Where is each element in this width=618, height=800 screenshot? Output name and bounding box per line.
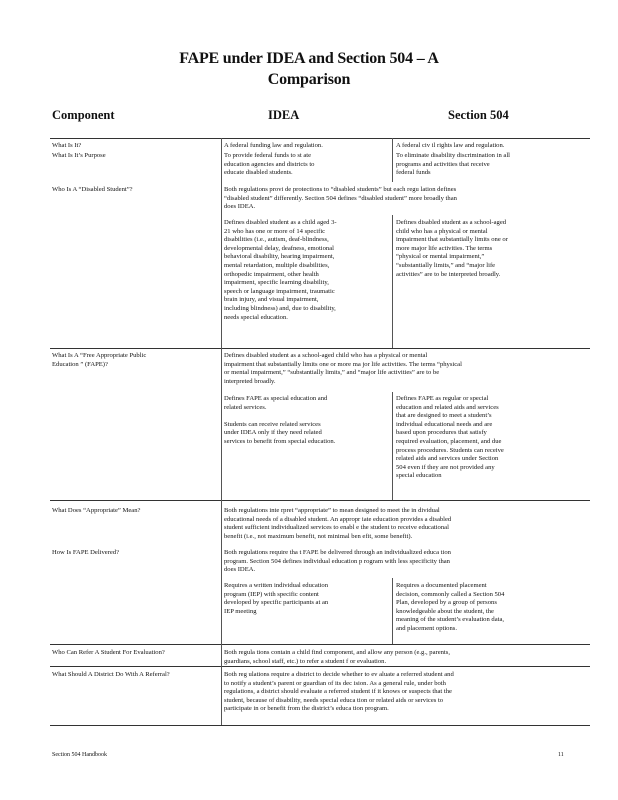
both-refer: Both regula tions contain a child find component, and allow any person (e.g., parents, guardians, school staff, etc.) to refer a student f or evaluation. [224,649,450,665]
both-fape: Defines disabled student as a school-aged child who has a physical or mental impairment that substantially limits one or more ma jor life activities. The terms “physical or mental impairment,” “substantially limits,” and “major life activities” are to be interpreted broadly. [224,352,462,385]
row-label-what-is-it: What Is It? [52,142,82,149]
both-delivered: Both regulations require tha t FAPE be delivered through an individualized educa tion program. Section 504 defines individual education p rogram with less specificity than does IDEA. [224,549,451,574]
s504-disabled-student: Defines disabled student as a school-aged child who has a physical or mental impairment that substantially limits one or more major life activities. The terms “physical or mental impairment,” “substantially limits,” and “major life activities” are to be interpreted broadly. [396,219,508,278]
row-label-refer: Who Can Refer A Student For Evaluation? [52,649,165,656]
title-line-1: FAPE under IDEA and Section 504 – A [179,50,439,67]
s504-fape: Defines FAPE as regular or special education and related aids and services that are designed to meet a student’s individual educational needs and are based upon procedures that satisfy required evaluation, placement, and due process procedures. Students can receive related aids and services under Section 504 even if they are not provided any special education [396,395,504,480]
both-appropriate: Both regulations inte rpret “appropriate” to mean designed to meet the in dividual educational needs of a disabled student. An appropr iate education provides a disabled student sufficient individualized services to enabl e the student to receive educational benefit (i.e., not maximum benefit, not minimal ben efit, some benefit). [224,507,452,540]
idea-delivered: Requires a written individual education program (IEP) with specific content developed by specific participants at an IEP meeting [224,582,329,615]
row-divider [50,644,590,645]
idea-purpose: To provide federal funds to st ate education agencies and districts to educate disabled students. [224,152,315,177]
s504-delivered: Requires a documented placement decision, commonly called a Section 504 Plan, developed by a group of persons knowledgeable about the student, the meaning of the student’s evaluation data, and placement options. [396,582,505,632]
column-divider [392,578,393,644]
row-divider [50,348,590,349]
both-referral: Both reg ulations require a district to decide whether to ev aluate a referred student and to notify a student’s parent or guardian of its dec ision. As a general rule, under both regulations, a district should evaluate a referred student if it knows or suspects that the student, because of disability, needs special educa tion or related aids or services to participate in or benefit from the district’s educa tion program. [224,671,454,713]
idea-what-is-it: A federal funding law and regulation. [224,142,323,149]
footer-page-number: 11 [558,752,564,758]
column-divider [392,138,393,182]
row-label-delivered: How Is FAPE Delivered? [52,549,120,556]
s504-what-is-it: A federal civ il rights law and regulation. [396,142,505,149]
row-label-purpose: What Is It’s Purpose [52,152,106,159]
header-component: Component [52,108,115,122]
table-top-rule [50,138,590,139]
both-disabled-student: Both regulations provi de protections to “disabled students” but each regu lation defines “disabled student” differently. Section 504 defines “disabled student” more broadly than does IDEA. [224,186,457,211]
header-section504: Section 504 [448,108,509,122]
row-label-fape: What Is A “Free Appropriate Public Education ” (FAPE)? [52,352,147,368]
row-divider [50,500,590,501]
row-label-appropriate: What Does “Appropriate” Mean? [52,507,141,514]
idea-fape: Defines FAPE as special education and related services. Students can receive related services under IDEA only if they need related services to benefit from special education. [224,395,336,445]
table-bottom-rule [50,725,590,726]
row-label-disabled-student: Who Is A “Disabled Student”? [52,186,133,193]
footer-handbook-title: Section 504 Handbook [52,752,107,758]
idea-disabled-student: Defines disabled student as a child aged 3- 21 who has one or more of 14 specific disabilities (i.e., autism, deaf-blindness, developmental delay, deafness, emotional behavioral disability, hearing impairment, mental retardation, multiple disabilities, orthopedic impairment, other health impairment, specific learning disability, speech or language impairment, traumatic brain injury, and visual impairment, including blindness) and, due to disability, needs special education. [224,219,337,321]
s504-purpose: To eliminate disability discrimination in all programs and activities that receive federal funds [396,152,510,177]
header-idea: IDEA [268,108,300,122]
page-title [0,48,618,90]
column-divider [392,392,393,500]
row-label-referral: What Should A District Do With A Referral? [52,671,170,678]
title-line-2: Comparison [267,71,351,88]
column-divider [392,215,393,348]
column-divider [221,138,222,725]
